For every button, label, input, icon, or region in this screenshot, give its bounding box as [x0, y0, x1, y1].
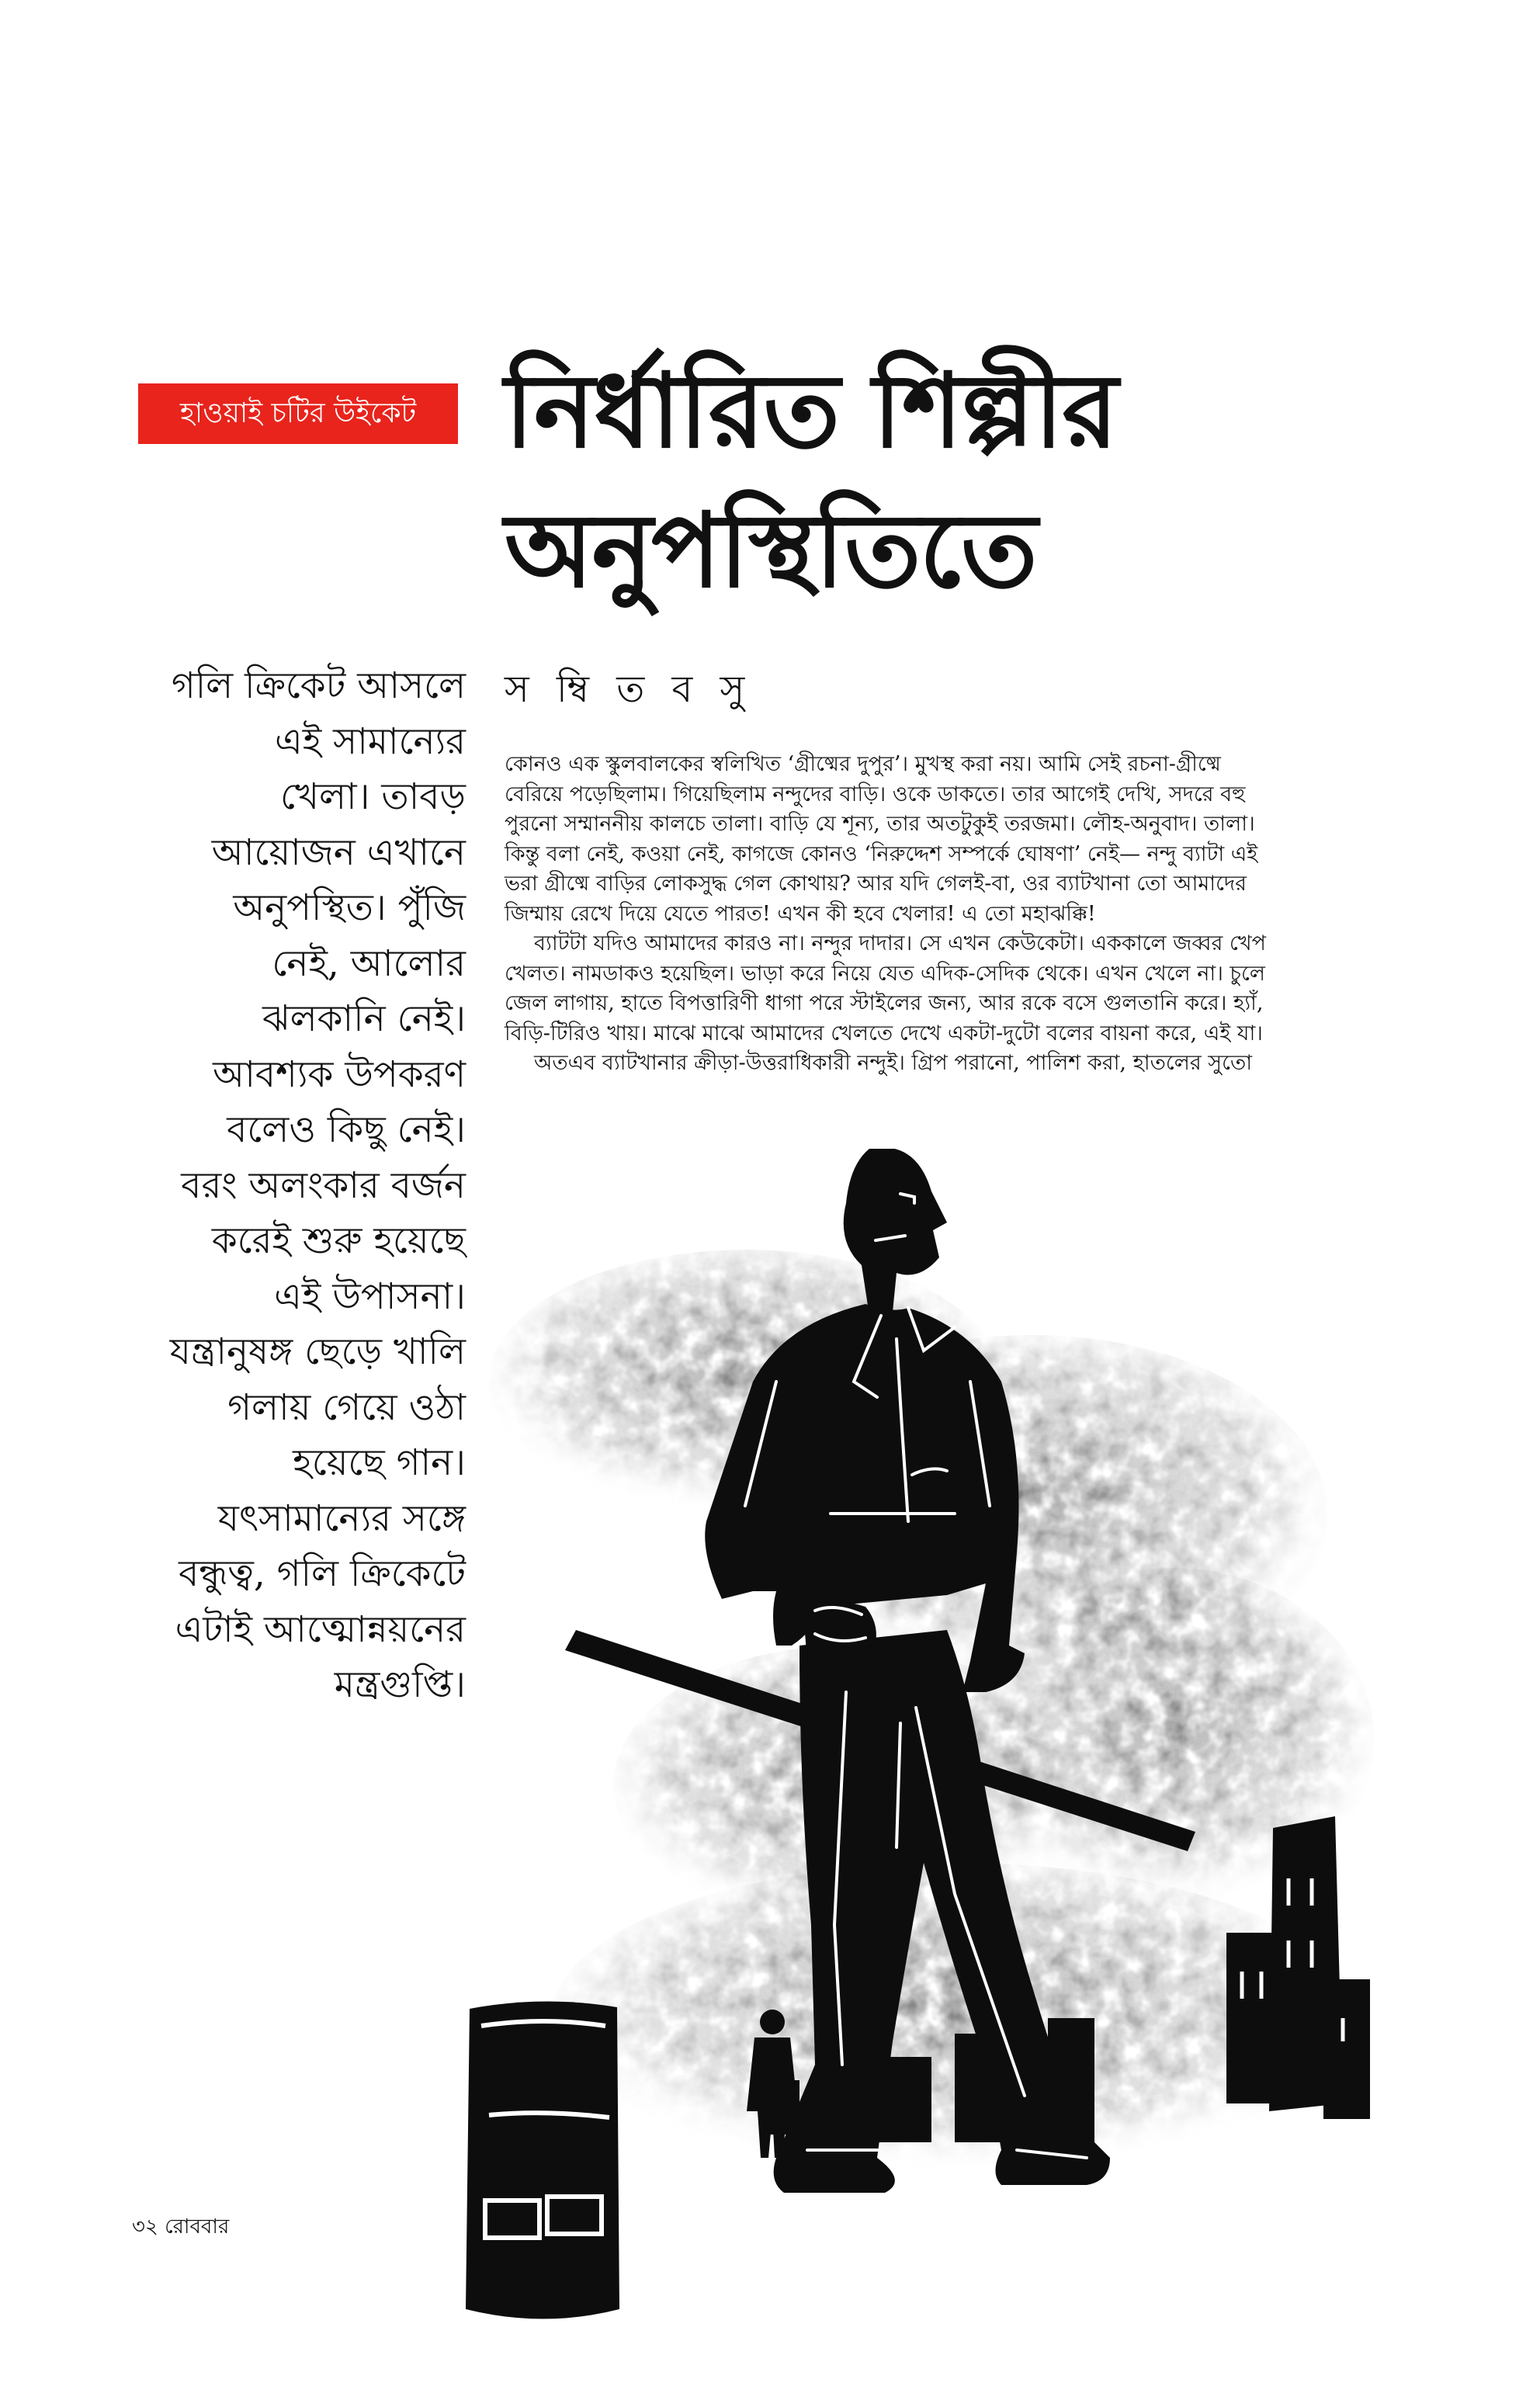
pull-quote-line: বন্ধুত্ব, গলি ক্রিকেটে	[179, 1552, 466, 1595]
pull-quote-line: খেলা। তাবড়	[280, 775, 466, 818]
pull-quote-line: বরং অলংকার বর্জন	[181, 1164, 466, 1207]
headline-line-1: নির্ধারিত শিল্পীর	[505, 351, 1117, 471]
pull-quote-line: এই উপাসনা।	[274, 1275, 466, 1318]
body-line: জেল লাগায়, হাতে বিপত্তারিণী ধাগা পরে স্টাইলের জন্য, আর রকে বসে গুলতানি করে। হ্যাঁ,	[505, 991, 1264, 1015]
pull-quote-line: গলায় গেয়ে ওঠা	[227, 1386, 466, 1429]
pull-quote-line: বলেও কিছু নেই।	[227, 1108, 466, 1151]
body-line: কিন্তু বলা নেই, কওয়া নেই, কাগজে কোনও ‘নিরুদ্দেশ সম্পর্কে ঘোষণা’ নেই— নন্দু ব্যাটা এই	[505, 841, 1258, 866]
pull-quote-line: আবশ্যক উপকরণ	[213, 1053, 466, 1096]
body-line: অতএব ব্যাটখানার ক্রীড়া-উত্তরাধিকারী নন্দুই। গ্রিপ পরানো, পালিশ করা, হাতলের সুতো	[534, 1051, 1253, 1075]
body-line: কোনও এক স্কুলবালকের স্বলিখিত ‘গ্রীষ্মের দুপুর’। মুখস্থ করা নয়। আমি সেই রচনা-গ্রীষ্মে	[505, 752, 1221, 776]
pull-quote-line: এই সামান্যের	[275, 720, 466, 763]
body-line: পুরনো সম্মাননীয় কালচে তালা। বাড়ি যে শূন্য, তার অতটুকুই তরজমা। লৌহ-অনুবাদ। তালা।	[505, 812, 1255, 836]
body-line: জিম্মায় রেখে দিয়ে যেতে পারত! এখন কী হবে খেলার! এ তো মহাঝক্কি!	[505, 901, 1096, 926]
pull-quote-line: যন্ত্রানুষঙ্গ ছেড়ে খালি	[169, 1330, 466, 1373]
pull-quote-line: যৎসামান্যের সঙ্গে	[217, 1496, 466, 1540]
headline	[505, 342, 1343, 621]
body-line: বিড়ি-টিরিও খায়। মাঝে মাঝে আমাদের খেলতে দেখে একটা-দুটো বলের বায়না করে, এই যা।	[505, 1021, 1263, 1046]
body-line: ভরা গ্রীষ্মে বাড়ির লোকসুদ্ধ গেল কোথায়? আর যদি গেলই-বা, ওর ব্যাটখানা তো আমাদের	[505, 872, 1247, 896]
pull-quote-line: নেই, আলোর	[272, 942, 466, 985]
body-line: খেলত। নামডাকও হয়েছিল। ভাড়া করে নিয়ে যেত এদিক-সেদিক থেকে। এখন খেলে না। চুলে	[505, 961, 1265, 986]
byline: স ম্বি ত ব সু	[505, 668, 753, 711]
body-line: বেরিয়ে পড়েছিলাম। গিয়েছিলাম নন্দুদের বাড়ি। ওকে ডাকতে। তার আগেই দেখি, সদরে বহু	[505, 782, 1246, 806]
pull-quote-line: গলি ক্রিকেট আসলে	[171, 664, 466, 707]
pull-quote-line: হয়েছে গান।	[293, 1441, 466, 1484]
cricket-player-illustration	[411, 1149, 1420, 2393]
drum-icon	[466, 2001, 619, 2318]
page-folio: ৩২ রোববার	[132, 2215, 230, 2239]
pull-quote-line: আয়োজন এখানে	[211, 831, 466, 874]
body-line: ব্যাটটা যদিও আমাদের কারও না। নন্দুর দাদার। সে এখন কেউকেটা। এককালে জব্বর খেপ	[534, 931, 1266, 955]
pull-quote-line: অনুপস্থিত। পুঁজি	[233, 886, 466, 929]
pull-quote-line: করেই শুরু হয়েছে	[211, 1219, 466, 1262]
pull-quote-line: মন্ত্রগুপ্তি।	[334, 1663, 466, 1706]
pull-quote-line: ঝলকানি নেই।	[262, 997, 466, 1040]
article-body	[505, 750, 1397, 1079]
pull-quote-line: এটাই আত্মোন্নয়নের	[175, 1607, 466, 1651]
section-label: হাওয়াই চটির উইকেট	[138, 383, 458, 444]
headline-line-2: অনুপস্থিতিতে	[505, 491, 1036, 611]
